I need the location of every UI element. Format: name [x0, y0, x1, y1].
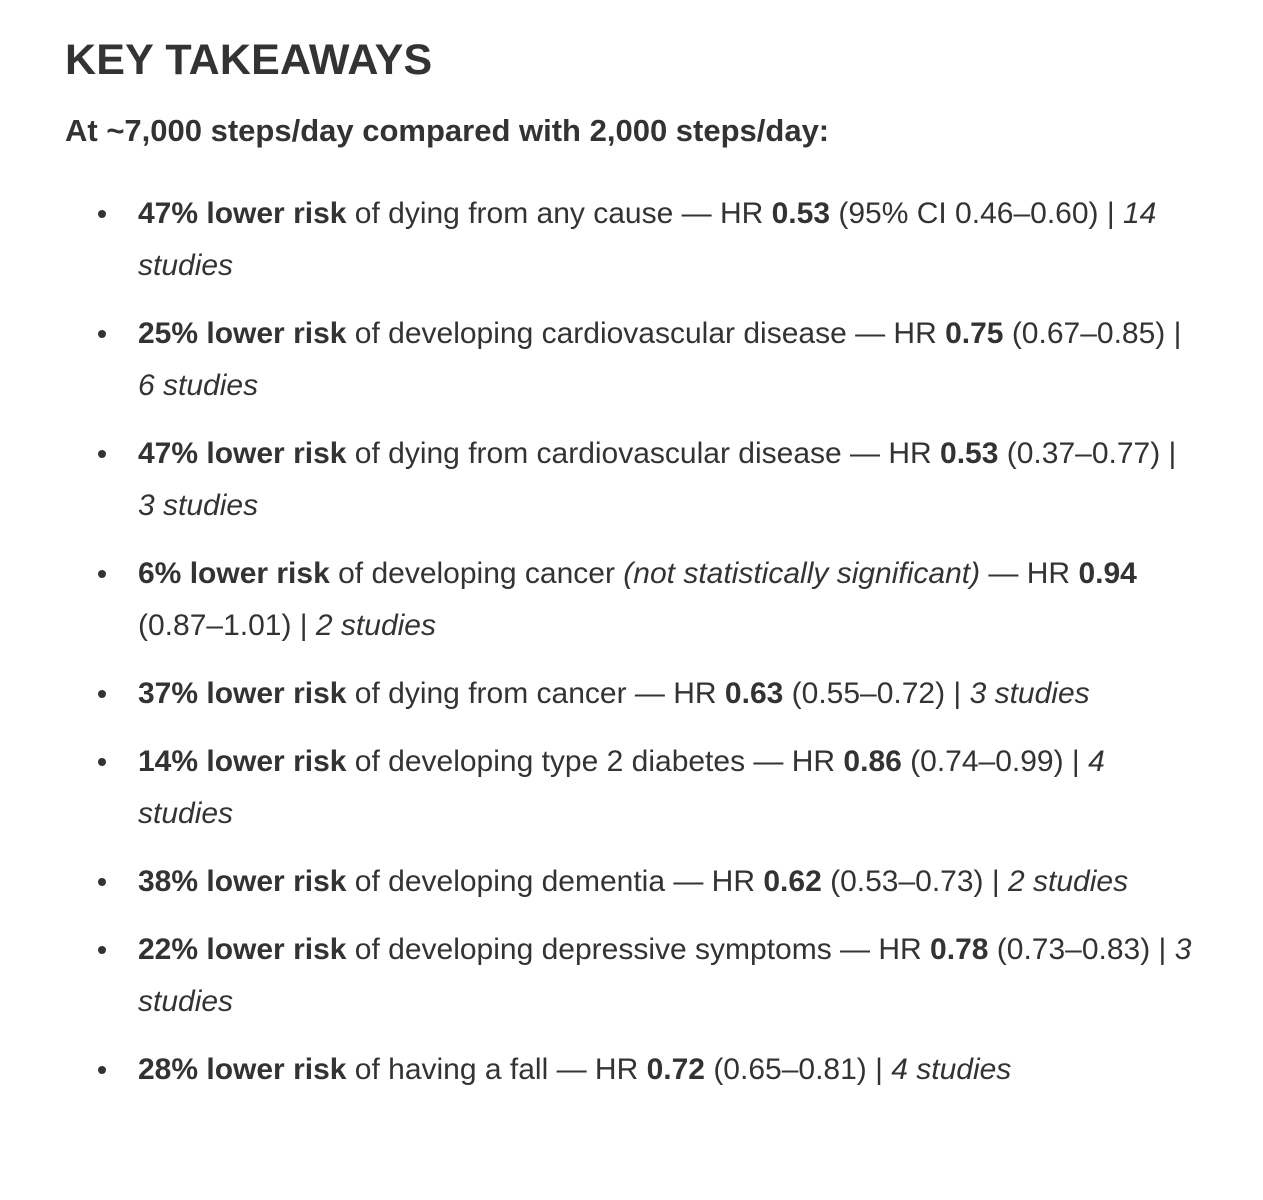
hazard-ratio: 0.53: [940, 436, 999, 470]
outcome-text: of developing dementia — HR: [346, 864, 764, 898]
study-count: 2 studies: [1008, 864, 1129, 898]
outcome-text: of dying from cardiovascular disease — HR: [346, 436, 941, 470]
bullet-icon: [98, 450, 106, 458]
confidence-interval: (0.87–1.01) |: [138, 608, 316, 642]
risk-reduction: 6% lower risk: [138, 556, 330, 590]
study-count: 3 studies: [138, 932, 1192, 1018]
bullet-icon: [98, 1066, 106, 1074]
list-item: [65, 736, 1198, 840]
bullet-icon: [98, 210, 106, 218]
study-count: 4 studies: [891, 1052, 1012, 1086]
confidence-interval: (95% CI 0.46–0.60) |: [830, 196, 1123, 230]
bullet-icon: [98, 330, 106, 338]
list-item: [65, 308, 1198, 412]
outcome-text: of dying from any cause — HR: [346, 196, 772, 230]
hazard-ratio: 0.86: [843, 744, 902, 778]
risk-reduction: 47% lower risk: [138, 196, 347, 230]
list-item: [65, 668, 1198, 720]
risk-reduction: 22% lower risk: [138, 932, 347, 966]
confidence-interval: (0.55–0.72) |: [783, 676, 970, 710]
bullet-icon: [98, 758, 106, 766]
risk-reduction: 28% lower risk: [138, 1052, 347, 1086]
study-count: 4 studies: [138, 744, 1105, 830]
takeaways-list: [65, 188, 1203, 1096]
list-item: [65, 428, 1198, 532]
list-item: [65, 1044, 1198, 1096]
confidence-interval: (0.65–0.81) |: [704, 1052, 892, 1086]
outcome-text: of developing depressive symptoms — HR: [346, 932, 931, 966]
risk-reduction: 38% lower risk: [138, 864, 347, 898]
study-count: 2 studies: [315, 608, 436, 642]
significance-note: (not statistically significant): [623, 556, 981, 590]
hazard-ratio: 0.75: [945, 316, 1004, 350]
outcome-text: of developing type 2 diabetes — HR: [346, 744, 844, 778]
study-count: 3 studies: [138, 488, 259, 522]
risk-reduction: 25% lower risk: [138, 316, 347, 350]
risk-reduction: 47% lower risk: [138, 436, 347, 470]
confidence-interval: (0.73–0.83) |: [988, 932, 1175, 966]
confidence-interval: (0.74–0.99) |: [901, 744, 1089, 778]
list-item: [65, 188, 1198, 292]
bullet-icon: [98, 570, 106, 578]
comparison-subtitle: At ~7,000 steps/day compared with 2,000 steps/day:: [65, 113, 830, 149]
list-item: [65, 856, 1198, 908]
bullet-icon: [98, 690, 106, 698]
hazard-ratio: 0.62: [763, 864, 822, 898]
confidence-interval: (0.37–0.77) |: [998, 436, 1177, 470]
outcome-text: of having a fall — HR: [346, 1052, 647, 1086]
confidence-interval: (0.53–0.73) |: [821, 864, 1008, 898]
page-title: KEY TAKEAWAYS: [65, 36, 433, 84]
hazard-ratio: 0.78: [930, 932, 989, 966]
study-count: 3 studies: [969, 676, 1090, 710]
outcome-text: of developing cancer: [329, 556, 624, 590]
list-item: [65, 548, 1198, 652]
hazard-ratio: 0.63: [724, 676, 784, 710]
study-count: 6 studies: [138, 368, 259, 402]
list-item: [65, 924, 1198, 1028]
outcome-text-hr: — HR: [980, 556, 1079, 590]
study-count: 14 studies: [138, 196, 1157, 282]
outcome-text: of developing cardiovascular disease — HR: [346, 316, 946, 350]
hazard-ratio: 0.72: [646, 1052, 705, 1086]
risk-reduction: 14% lower risk: [138, 744, 347, 778]
bullet-icon: [98, 946, 106, 954]
confidence-interval: (0.67–0.85) |: [1003, 316, 1182, 350]
outcome-text: of dying from cancer — HR: [346, 676, 725, 710]
hazard-ratio: 0.53: [771, 196, 831, 230]
risk-reduction: 37% lower risk: [138, 676, 347, 710]
hazard-ratio: 0.94: [1078, 556, 1137, 590]
bullet-icon: [98, 878, 106, 886]
